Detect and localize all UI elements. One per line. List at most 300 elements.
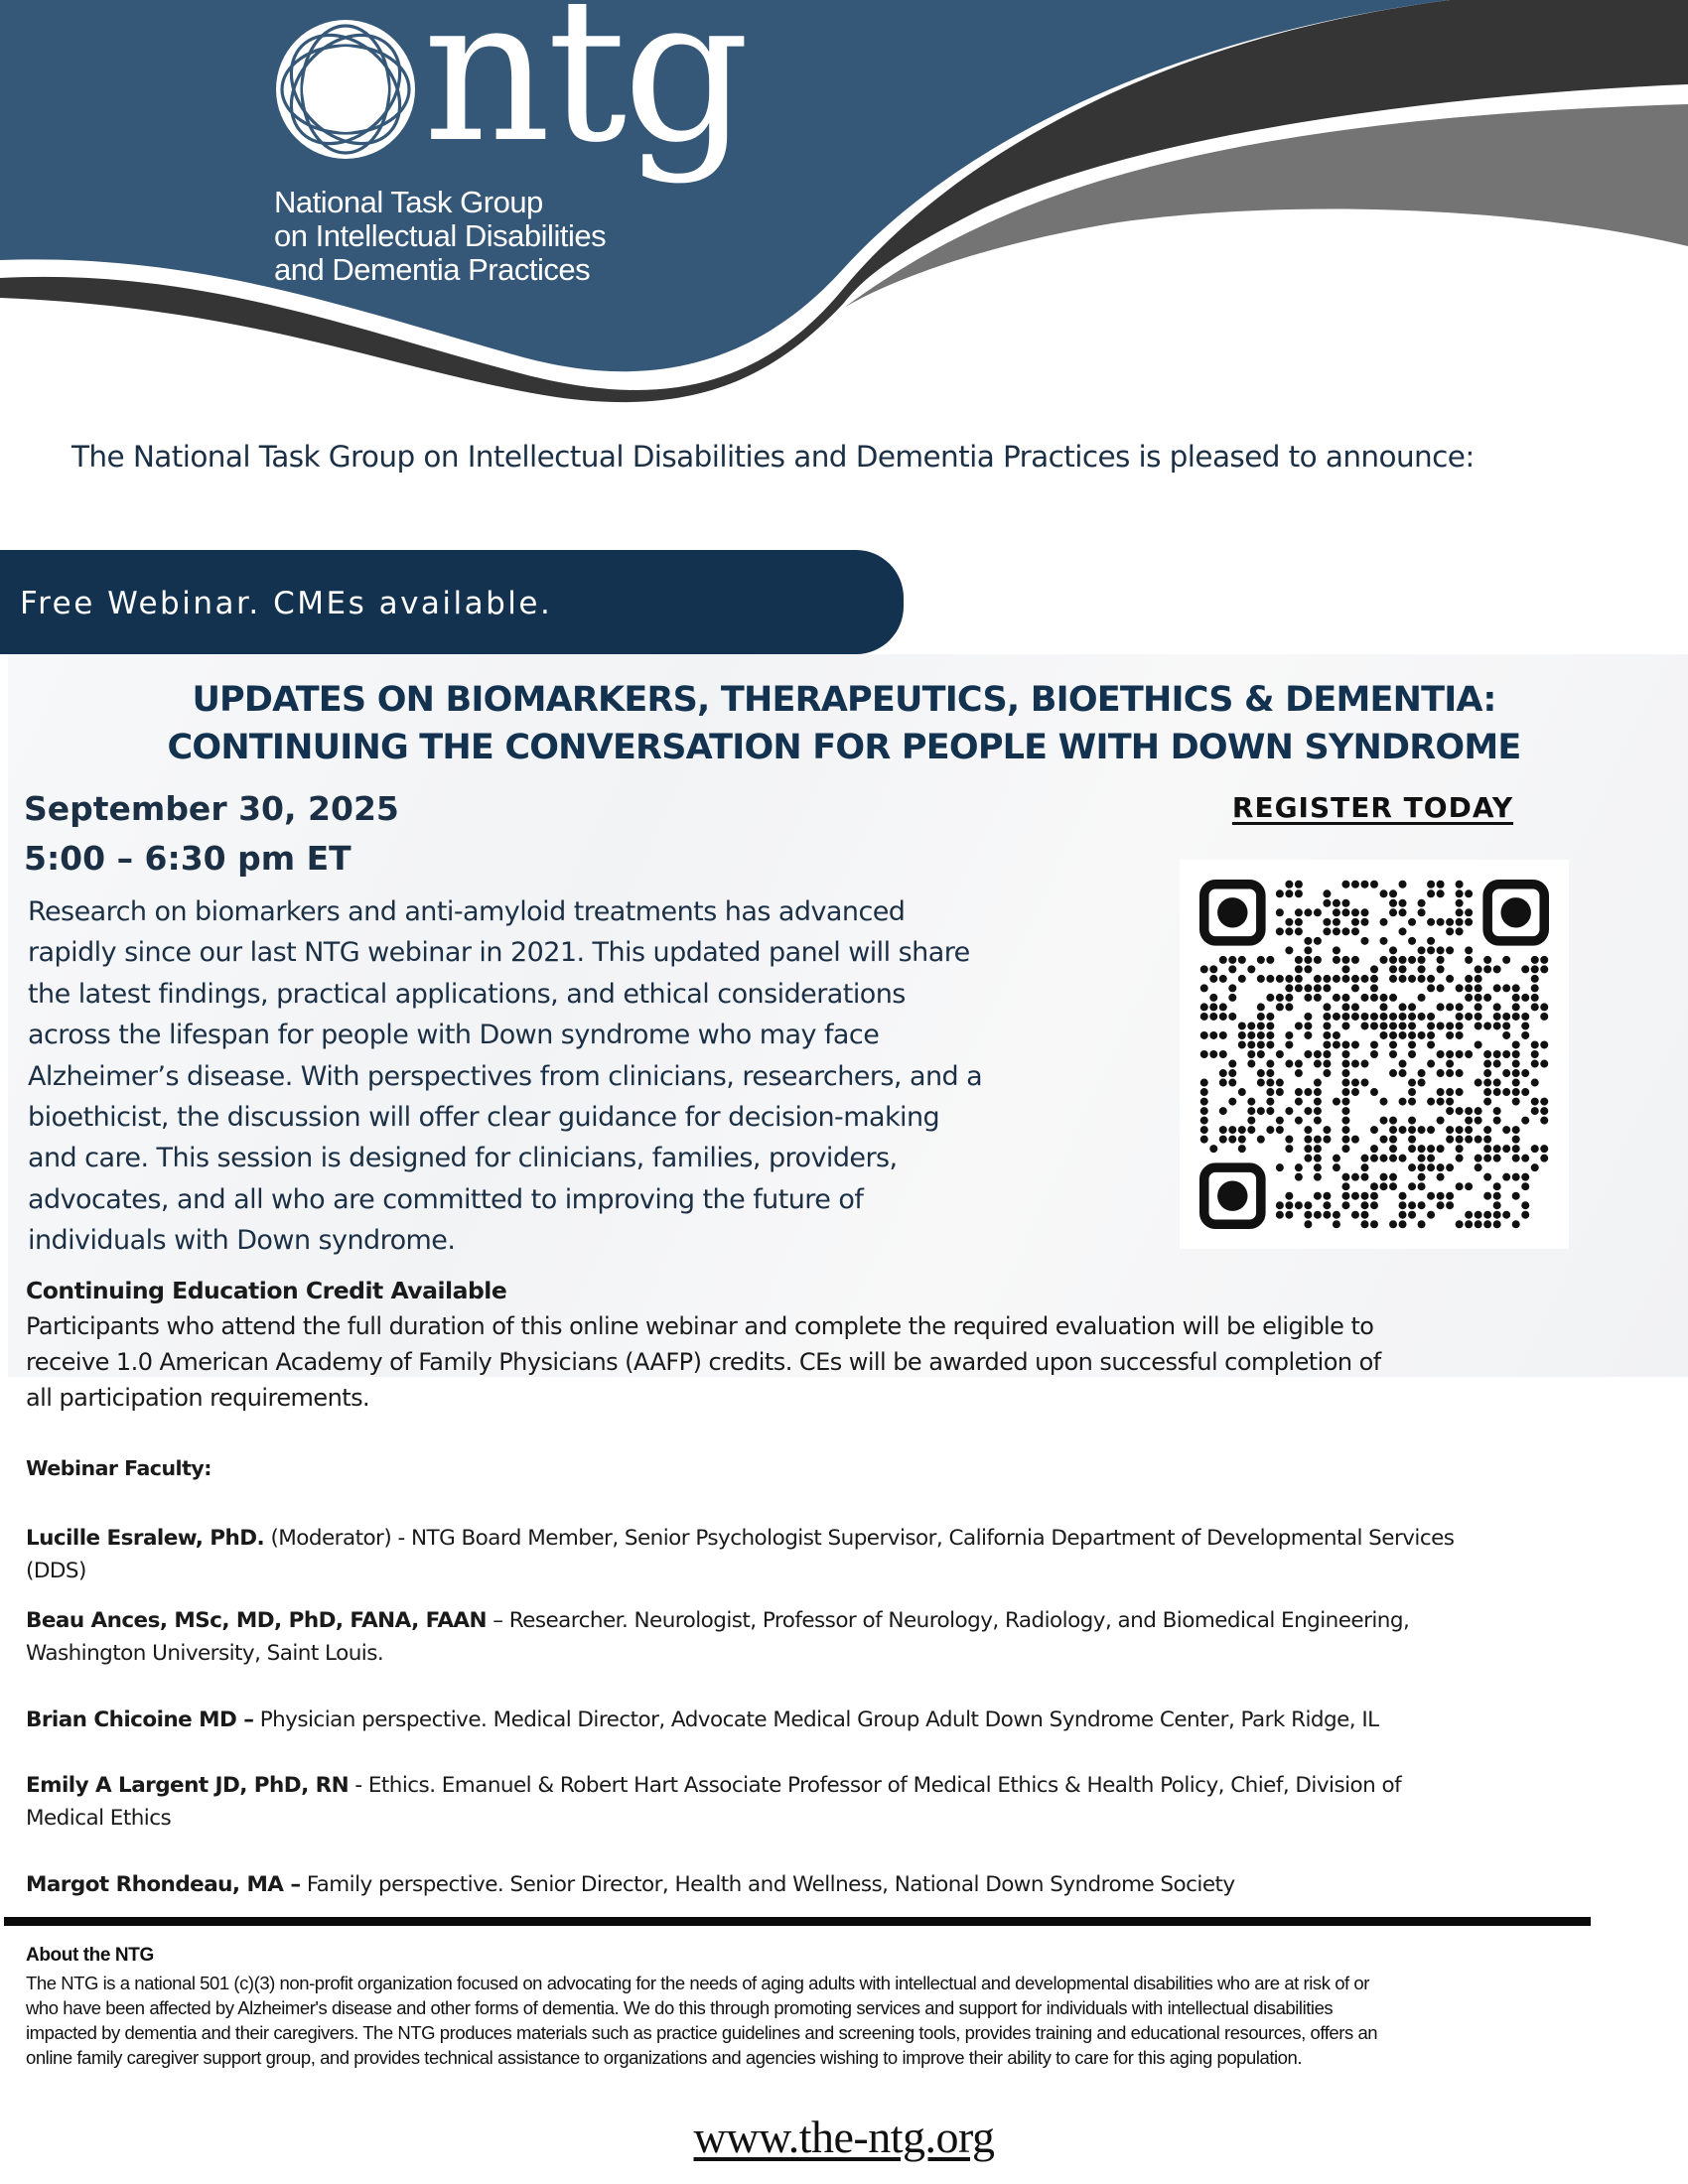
- qr-module: [1370, 1126, 1378, 1134]
- qr-module: [1228, 1013, 1236, 1021]
- qr-module: [1295, 1098, 1303, 1106]
- qr-module: [1314, 975, 1322, 983]
- qr-module: [1333, 994, 1340, 1002]
- qr-module: [1483, 956, 1491, 964]
- qr-module: [1370, 1088, 1378, 1096]
- qr-module: [1418, 1163, 1426, 1171]
- qr-module: [1427, 1155, 1435, 1162]
- qr-module: [1399, 1220, 1407, 1228]
- qr-module: [1228, 965, 1236, 973]
- qr-module: [1493, 965, 1501, 973]
- qr-module: [1512, 1155, 1520, 1162]
- qr-module: [1475, 994, 1482, 1002]
- qr-module: [1351, 927, 1359, 935]
- qr-module: [1304, 908, 1312, 916]
- logo-tagline-line: National Task Group: [274, 185, 543, 219]
- qr-module: [1483, 1060, 1491, 1068]
- qr-module: [1531, 1145, 1539, 1153]
- qr-module: [1475, 1117, 1482, 1125]
- qr-module: [1521, 965, 1529, 973]
- register-today-link[interactable]: REGISTER TODAY: [1231, 791, 1514, 824]
- about-line: impacted by dementia and their caregivers. The NTG produces materials such as practice guidelines and screening tools, provides training and educational resources, offers an: [26, 2022, 1378, 2043]
- qr-module: [1370, 1013, 1378, 1021]
- qr-module: [1200, 1107, 1208, 1115]
- qr-module: [1323, 889, 1331, 897]
- qr-module: [1521, 1182, 1529, 1190]
- qr-module: [1219, 1069, 1227, 1077]
- qr-module: [1276, 1126, 1284, 1134]
- qr-module: [1456, 889, 1464, 897]
- qr-module: [1333, 946, 1340, 954]
- qr-module: [1323, 899, 1331, 907]
- ce-credit-body: [26, 1308, 1674, 1416]
- qr-module: [1314, 1155, 1322, 1162]
- qr-module: [1465, 1107, 1473, 1115]
- qr-module: [1351, 1211, 1359, 1219]
- qr-module: [1341, 1173, 1349, 1181]
- qr-module: [1456, 1031, 1464, 1039]
- qr-module: [1389, 994, 1397, 1002]
- qr-module: [1380, 1173, 1388, 1181]
- qr-module: [1418, 899, 1426, 907]
- qr-module: [1360, 1220, 1368, 1228]
- qr-module: [1418, 956, 1426, 964]
- qr-module: [1512, 1220, 1520, 1228]
- qr-module: [1389, 965, 1397, 973]
- qr-module: [1238, 1145, 1246, 1153]
- qr-module: [1408, 1079, 1416, 1087]
- about-body: [26, 1971, 1674, 2070]
- qr-module: [1333, 908, 1340, 916]
- qr-module: [1437, 1201, 1445, 1209]
- qr-module: [1360, 1013, 1368, 1021]
- qr-module: [1512, 994, 1520, 1002]
- qr-module: [1512, 1098, 1520, 1106]
- qr-module: [1427, 1145, 1435, 1153]
- qr-module: [1512, 1013, 1520, 1021]
- qr-module: [1418, 1031, 1426, 1039]
- qr-module: [1323, 918, 1331, 926]
- qr-module: [1437, 1192, 1445, 1200]
- qr-module: [1475, 1136, 1482, 1144]
- qr-module: [1333, 1220, 1340, 1228]
- qr-module: [1333, 918, 1340, 926]
- qr-module: [1314, 1173, 1322, 1181]
- qr-module: [1323, 1050, 1331, 1058]
- qr-module: [1465, 956, 1473, 964]
- qr-module: [1285, 1003, 1293, 1011]
- qr-module: [1502, 1145, 1510, 1153]
- faculty-member: [26, 1769, 1674, 1835]
- qr-module: [1483, 1192, 1491, 1200]
- qr-module: [1333, 899, 1340, 907]
- qr-module: [1276, 927, 1284, 935]
- registration-qr-code[interactable]: [1180, 860, 1569, 1249]
- qr-module: [1380, 937, 1388, 945]
- qr-module: [1512, 1173, 1520, 1181]
- qr-module: [1427, 1060, 1435, 1068]
- qr-code-icon: [1199, 880, 1549, 1229]
- description-line: across the lifespan for people with Down syndrome who may face: [28, 1020, 880, 1051]
- qr-module: [1408, 1013, 1416, 1021]
- qr-module: [1427, 1211, 1435, 1219]
- qr-module: [1389, 1117, 1397, 1125]
- qr-module: [1314, 1163, 1322, 1171]
- qr-module: [1314, 1145, 1322, 1153]
- qr-module: [1238, 975, 1246, 983]
- qr-module: [1323, 1136, 1331, 1144]
- qr-module: [1456, 1182, 1464, 1190]
- qr-module: [1360, 1192, 1368, 1200]
- qr-module: [1370, 965, 1378, 973]
- qr-module: [1540, 1060, 1548, 1068]
- qr-module: [1276, 889, 1284, 897]
- qr-module: [1333, 975, 1340, 983]
- qr-module: [1389, 956, 1397, 964]
- qr-module: [1483, 1155, 1491, 1162]
- qr-module: [1408, 1126, 1416, 1134]
- qr-module: [1333, 1211, 1340, 1219]
- qr-module: [1295, 1163, 1303, 1171]
- qr-module: [1266, 975, 1274, 983]
- logo-tagline-line: and Dementia Practices: [274, 252, 591, 287]
- qr-module: [1228, 956, 1236, 964]
- qr-module: [1437, 1098, 1445, 1106]
- qr-module: [1418, 965, 1426, 973]
- qr-module: [1408, 1211, 1416, 1219]
- website-link[interactable]: www.the-ntg.org: [693, 2112, 995, 2162]
- qr-module: [1389, 1220, 1397, 1228]
- event-description: [28, 891, 1140, 1262]
- qr-module: [1502, 1050, 1510, 1058]
- qr-module: [1427, 975, 1435, 983]
- qr-module: [1304, 1145, 1312, 1153]
- qr-module: [1540, 1145, 1548, 1153]
- qr-module: [1493, 1211, 1501, 1219]
- faculty-role: Family perspective. Senior Director, Health and Wellness, National Down Syndrome Society: [300, 1872, 1235, 1897]
- qr-module: [1483, 1022, 1491, 1029]
- qr-module: [1200, 1013, 1208, 1021]
- announcement-text: The National Task Group on Intellectual Disabilities and Dementia Practices is pleased to announce:: [71, 440, 1475, 474]
- qr-module: [1266, 1031, 1274, 1039]
- qr-module: [1493, 1107, 1501, 1115]
- qr-module: [1351, 1136, 1359, 1144]
- qr-module: [1285, 927, 1293, 935]
- qr-module: [1408, 1022, 1416, 1029]
- qr-module: [1341, 1182, 1349, 1190]
- description-line: the latest findings, practical applications, and ethical considerations: [28, 978, 906, 1010]
- qr-module: [1323, 1069, 1331, 1077]
- qr-module: [1228, 1136, 1236, 1144]
- qr-module: [1304, 994, 1312, 1002]
- qr-module: [1493, 1022, 1501, 1029]
- qr-module: [1475, 1079, 1482, 1087]
- qr-module: [1502, 1069, 1510, 1077]
- qr-module: [1341, 1145, 1349, 1153]
- qr-module: [1285, 1201, 1293, 1209]
- banner-text: Free Webinar. CMEs available.: [20, 586, 553, 621]
- qr-module: [1285, 1031, 1293, 1039]
- qr-module: [1418, 1173, 1426, 1181]
- qr-module: [1456, 1050, 1464, 1058]
- qr-module: [1380, 918, 1388, 926]
- qr-module: [1285, 1211, 1293, 1219]
- qr-module: [1380, 1013, 1388, 1021]
- qr-module: [1314, 1117, 1322, 1125]
- qr-module: [1408, 937, 1416, 945]
- event-date: September 30, 2025: [24, 789, 399, 828]
- qr-module: [1418, 994, 1426, 1002]
- qr-module: [1380, 956, 1388, 964]
- qr-module: [1399, 927, 1407, 935]
- qr-module: [1304, 1211, 1312, 1219]
- qr-module: [1408, 1050, 1416, 1058]
- qr-module: [1351, 1088, 1359, 1096]
- qr-module: [1427, 1031, 1435, 1039]
- qr-module: [1512, 1050, 1520, 1058]
- qr-module: [1285, 946, 1293, 954]
- qr-module: [1399, 1201, 1407, 1209]
- qr-module: [1512, 1136, 1520, 1144]
- qr-module: [1341, 1117, 1349, 1125]
- qr-module: [1285, 889, 1293, 897]
- qr-module: [1304, 1050, 1312, 1058]
- qr-module: [1341, 1126, 1349, 1134]
- qr-module: [1389, 1182, 1397, 1190]
- qr-module: [1456, 1126, 1464, 1134]
- qr-module: [1418, 1182, 1426, 1190]
- qr-module: [1228, 1098, 1236, 1106]
- section-divider: [4, 1917, 1591, 1926]
- qr-module: [1370, 1155, 1378, 1162]
- qr-module: [1465, 889, 1473, 897]
- qr-module: [1257, 1069, 1265, 1077]
- qr-module: [1446, 1126, 1454, 1134]
- qr-module: [1341, 1079, 1349, 1087]
- qr-module: [1427, 881, 1435, 888]
- qr-module: [1427, 918, 1435, 926]
- qr-module: [1418, 946, 1426, 954]
- qr-module: [1427, 1163, 1435, 1171]
- qr-module: [1493, 1182, 1501, 1190]
- qr-module: [1200, 1088, 1208, 1096]
- qr-module: [1399, 956, 1407, 964]
- qr-module: [1351, 918, 1359, 926]
- qr-module: [1276, 1163, 1284, 1171]
- qr-module: [1341, 1013, 1349, 1021]
- qr-module: [1351, 1040, 1359, 1048]
- qr-module: [1304, 984, 1312, 992]
- qr-module: [1323, 975, 1331, 983]
- qr-module: [1512, 1069, 1520, 1077]
- qr-module: [1351, 908, 1359, 916]
- qr-module: [1389, 975, 1397, 983]
- qr-module: [1502, 1013, 1510, 1021]
- qr-module: [1295, 881, 1303, 888]
- qr-module: [1228, 984, 1236, 992]
- qr-module: [1427, 1040, 1435, 1048]
- qr-module: [1341, 1136, 1349, 1144]
- header-swoosh-graphic: [0, 0, 1688, 417]
- qr-module: [1493, 984, 1501, 992]
- qr-module: [1341, 1201, 1349, 1209]
- qr-module: [1540, 1107, 1548, 1115]
- qr-module: [1389, 1145, 1397, 1153]
- qr-module: [1418, 1220, 1426, 1228]
- qr-module: [1247, 1060, 1255, 1068]
- qr-module: [1238, 1031, 1246, 1039]
- qr-module: [1475, 1022, 1482, 1029]
- qr-module: [1351, 1003, 1359, 1011]
- event-title-line: UPDATES ON BIOMARKERS, THERAPEUTICS, BIOETHICS & DEMENTIA:: [192, 680, 1496, 720]
- interlocking-ellipses-icon: [274, 12, 423, 161]
- qr-module: [1333, 1040, 1340, 1048]
- qr-module: [1314, 1107, 1322, 1115]
- qr-module: [1465, 984, 1473, 992]
- qr-module: [1446, 1201, 1454, 1209]
- qr-module: [1341, 927, 1349, 935]
- qr-module: [1266, 1013, 1274, 1021]
- qr-module: [1228, 994, 1236, 1002]
- qr-module: [1304, 1088, 1312, 1096]
- qr-module: [1456, 1145, 1464, 1153]
- qr-finder-dot: [1217, 1180, 1247, 1210]
- qr-module: [1370, 975, 1378, 983]
- qr-module: [1427, 946, 1435, 954]
- qr-module: [1446, 946, 1454, 954]
- qr-module: [1437, 1050, 1445, 1058]
- qr-module: [1360, 881, 1368, 888]
- qr-module: [1475, 975, 1482, 983]
- qr-module: [1437, 1117, 1445, 1125]
- qr-module: [1389, 946, 1397, 954]
- qr-module: [1360, 1060, 1368, 1068]
- qr-module: [1418, 1201, 1426, 1209]
- qr-module: [1304, 965, 1312, 973]
- qr-module: [1493, 1145, 1501, 1153]
- qr-module: [1418, 1145, 1426, 1153]
- qr-module: [1314, 1079, 1322, 1087]
- qr-module: [1266, 956, 1274, 964]
- qr-module: [1341, 1192, 1349, 1200]
- qr-module: [1475, 1040, 1482, 1048]
- qr-module: [1493, 1003, 1501, 1011]
- qr-module: [1257, 1040, 1265, 1048]
- qr-module: [1200, 1117, 1208, 1125]
- qr-module: [1493, 1155, 1501, 1162]
- qr-module: [1399, 1192, 1407, 1200]
- qr-module: [1418, 975, 1426, 983]
- qr-module: [1531, 965, 1539, 973]
- qr-module: [1456, 984, 1464, 992]
- qr-module: [1408, 1040, 1416, 1048]
- qr-module: [1285, 994, 1293, 1002]
- qr-module: [1475, 1211, 1482, 1219]
- qr-module: [1295, 889, 1303, 897]
- qr-module: [1370, 1220, 1378, 1228]
- qr-module: [1314, 1098, 1322, 1106]
- qr-module: [1437, 889, 1445, 897]
- qr-module: [1456, 881, 1464, 888]
- qr-module: [1493, 1013, 1501, 1021]
- qr-module: [1370, 1201, 1378, 1209]
- qr-module: [1247, 1040, 1255, 1048]
- qr-module: [1295, 1201, 1303, 1209]
- qr-module: [1483, 1136, 1491, 1144]
- qr-module: [1456, 1003, 1464, 1011]
- qr-module: [1389, 1040, 1397, 1048]
- qr-module: [1521, 1155, 1529, 1162]
- qr-module: [1323, 927, 1331, 935]
- qr-module: [1483, 1126, 1491, 1134]
- qr-module: [1323, 1060, 1331, 1068]
- qr-module: [1380, 1031, 1388, 1039]
- qr-module: [1370, 994, 1378, 1002]
- qr-module: [1493, 1201, 1501, 1209]
- qr-module: [1304, 956, 1312, 964]
- qr-module: [1285, 918, 1293, 926]
- qr-module: [1304, 1107, 1312, 1115]
- qr-module: [1380, 1098, 1388, 1106]
- qr-module: [1341, 1040, 1349, 1048]
- qr-module: [1493, 1192, 1501, 1200]
- ce-credit-heading: Continuing Education Credit Available: [26, 1277, 507, 1304]
- qr-module: [1446, 918, 1454, 926]
- qr-module: [1427, 1022, 1435, 1029]
- qr-module: [1266, 1040, 1274, 1048]
- qr-module: [1540, 1040, 1548, 1048]
- qr-module: [1399, 1098, 1407, 1106]
- qr-module: [1408, 1182, 1416, 1190]
- qr-module: [1475, 1107, 1482, 1115]
- qr-module: [1475, 1003, 1482, 1011]
- qr-module: [1493, 1220, 1501, 1228]
- qr-module: [1285, 984, 1293, 992]
- qr-module: [1521, 1173, 1529, 1181]
- qr-module: [1380, 1182, 1388, 1190]
- qr-module: [1360, 918, 1368, 926]
- qr-module: [1399, 1155, 1407, 1162]
- qr-module: [1219, 1013, 1227, 1021]
- qr-module: [1314, 956, 1322, 964]
- qr-module: [1512, 1040, 1520, 1048]
- qr-module: [1333, 1031, 1340, 1039]
- qr-module: [1200, 984, 1208, 992]
- qr-module: [1266, 1069, 1274, 1077]
- qr-module: [1389, 1022, 1397, 1029]
- qr-module: [1399, 975, 1407, 983]
- qr-module: [1427, 1098, 1435, 1106]
- qr-module: [1465, 1013, 1473, 1021]
- qr-module: [1295, 984, 1303, 992]
- qr-module: [1465, 1050, 1473, 1058]
- qr-module: [1285, 975, 1293, 983]
- qr-module: [1247, 1126, 1255, 1134]
- description-line: individuals with Down syndrome.: [28, 1225, 456, 1257]
- qr-module: [1341, 1022, 1349, 1029]
- qr-module: [1475, 965, 1482, 973]
- faculty-role: - Ethics. Emanuel & Robert Hart Associate Professor of Medical Ethics & Health Policy, Chief, Division of: [349, 1773, 1402, 1798]
- qr-module: [1437, 946, 1445, 954]
- qr-module: [1483, 1079, 1491, 1087]
- qr-module: [1531, 956, 1539, 964]
- qr-module: [1333, 927, 1340, 935]
- qr-module: [1408, 1098, 1416, 1106]
- faculty-heading: Webinar Faculty:: [26, 1456, 211, 1480]
- faculty-role-continued: (DDS): [26, 1559, 86, 1583]
- qr-module: [1502, 984, 1510, 992]
- qr-module: [1531, 1050, 1539, 1058]
